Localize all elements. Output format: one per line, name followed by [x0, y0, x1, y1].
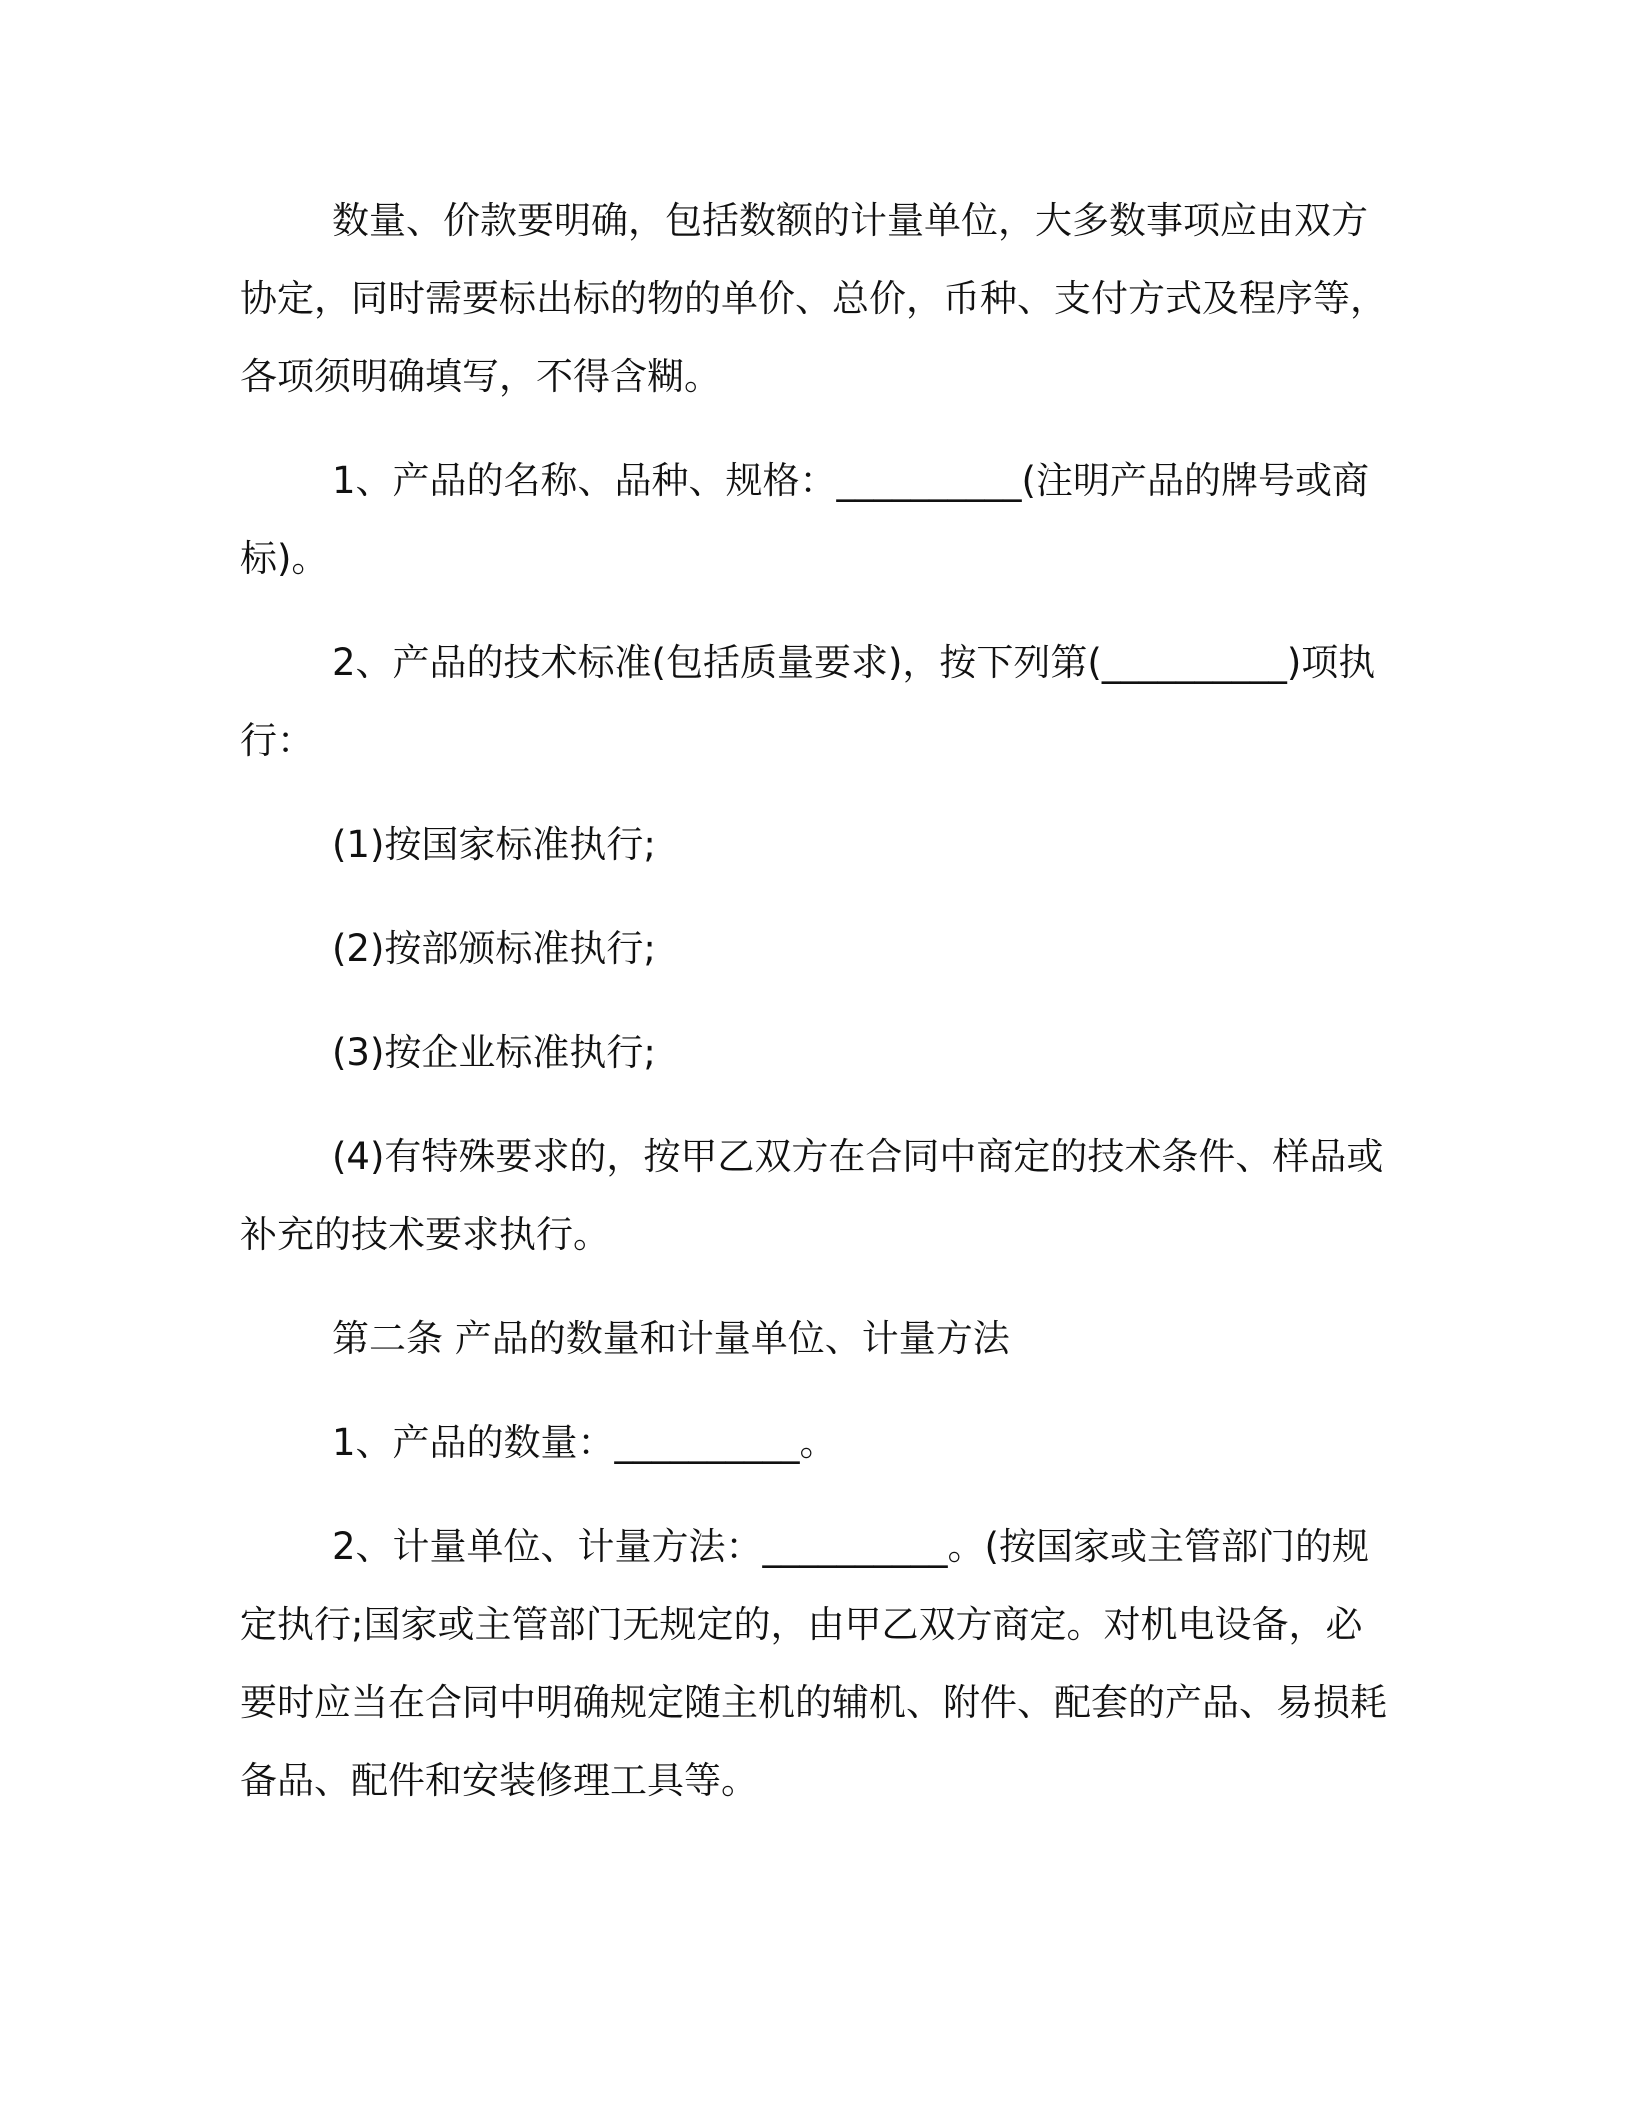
paragraph-product-quantity: 1、产品的数量：__________。 — [332, 1421, 837, 1464]
list-item-enterprise-standard: (3)按企业标准执行; — [332, 1031, 656, 1074]
section-heading-article-2: 第二条 产品的数量和计量单位、计量方法 — [332, 1317, 1010, 1360]
paragraph-quantity-price: 数量、价款要明确，包括数额的计量单位，大多数事项应由双方协定，同时需要标出标的物的单价、总价，币种、支付方式及程序等，各项须明确填写，不得含糊。 — [240, 199, 1387, 398]
list-item-ministry-standard: (2)按部颁标准执行; — [332, 927, 656, 970]
list-item-national-standard: (1)按国家标准执行; — [332, 823, 656, 866]
paragraph-product-name-spec: 1、产品的名称、品种、规格：__________(注明产品的牌号或商标)。 — [240, 459, 1369, 580]
document-page — [240, 182, 1390, 1820]
paragraph-technical-standard: 2、产品的技术标准(包括质量要求)，按下列第(__________)项执行： — [240, 641, 1376, 762]
list-item-special-requirements: (4)有特殊要求的，按甲乙双方在合同中商定的技术条件、样品或补充的技术要求执行。 — [240, 1135, 1384, 1256]
paragraph-measurement-unit-method: 2、计量单位、计量方法：__________。(按国家或主管部门的规定执行;国家或主管部门无规定的，由甲乙双方商定。对机电设备，必要时应当在合同中明确规定随主机的辅机、附件、配套的产品、易损耗备品、配件和安装修理工具等。 — [240, 1525, 1387, 1802]
